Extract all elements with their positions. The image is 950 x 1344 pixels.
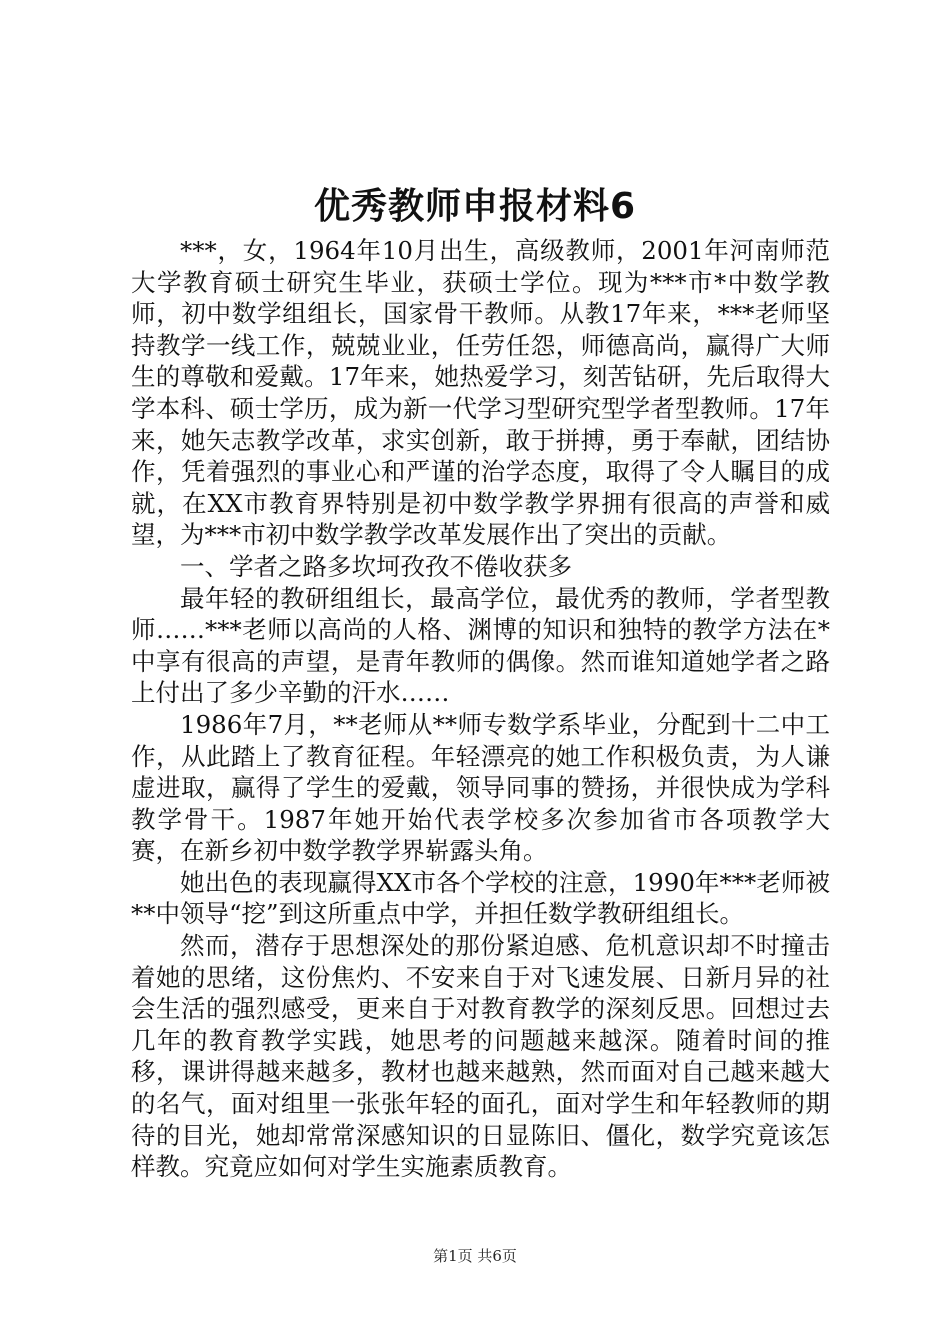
section-paragraph: 她出色的表现赢得XX市各个学校的注意，1990年***老师被**中领导“挖”到这所重点中学，并担任数学教研组组长。: [131, 867, 830, 929]
section-paragraph: 最年轻的教研组组长，最高学位，最优秀的教师，学者型教师……***老师以高尚的人格、渊博的知识和独特的教学方法在*中享有很高的声望，是青年教师的偶像。然而谁知道她学者之路上付出了多少辛勤的汗水……: [131, 583, 830, 708]
section-paragraph: 然而，潜存于思想深处的那份紧迫感、危机意识却不时撞击着她的思绪，这份焦灼、不安来自于对飞速发展、日新月异的社会生活的强烈感受，更来自于对教育教学的深刻反思。回想过去几年的教育教学实践，她思考的问题越来越深。随着时间的推移，课讲得越来越多，教材也越来越熟，然而面对自己越来越大的名气，面对组里一张张年轻的面孔，面对学生和年轻教师的期待的目光，她却常常深感知识的日显陈旧、僵化，数学究竟该怎样教。究竟应如何对学生实施素质教育。: [131, 931, 830, 1182]
section-paragraph: 1986年7月，**老师从**师专数学系毕业，分配到十二中工作，从此踏上了教育征程。年轻漂亮的她工作积极负责，为人谦虚进取，赢得了学生的爱戴，领导同事的赞扬，并很快成为学科教学骨干。1987年她开始代表学校多次参加省市各项教学大赛，在新乡初中数学教学界崭露头角。: [131, 709, 830, 866]
intro-paragraph: ***，女，1964年10月出生，高级教师，2001年河南师范大学教育硕士研究生毕业，获硕士学位。现为***市*中数学教师，初中数学组组长，国家骨干教师。从教17年来，***老师坚持教学一线工作，兢兢业业，任劳任怨，师德高尚，赢得广大师生的尊敬和爱戴。17年来，她热爱学习，刻苦钻研，先后取得大学本科、硕士学历，成为新一代学习型研究型学者型教师。17年来，她矢志教学改革，求实创新，敢于拼搏，勇于奉献，团结协作，凭着强烈的事业心和严谨的治学态度，取得了令人瞩目的成就，在XX市教育界特别是初中数学教学界拥有很高的声誉和威望，为***市初中数学教学改革发展作出了突出的贡献。: [131, 236, 830, 550]
document-title: 优秀教师申报材料6: [313, 186, 637, 227]
section-heading: 一、学者之路多坎坷孜孜不倦收获多: [180, 551, 572, 581]
document-body: [131, 235, 830, 1183]
page-footer: 第1页 共6页: [433, 1247, 517, 1265]
